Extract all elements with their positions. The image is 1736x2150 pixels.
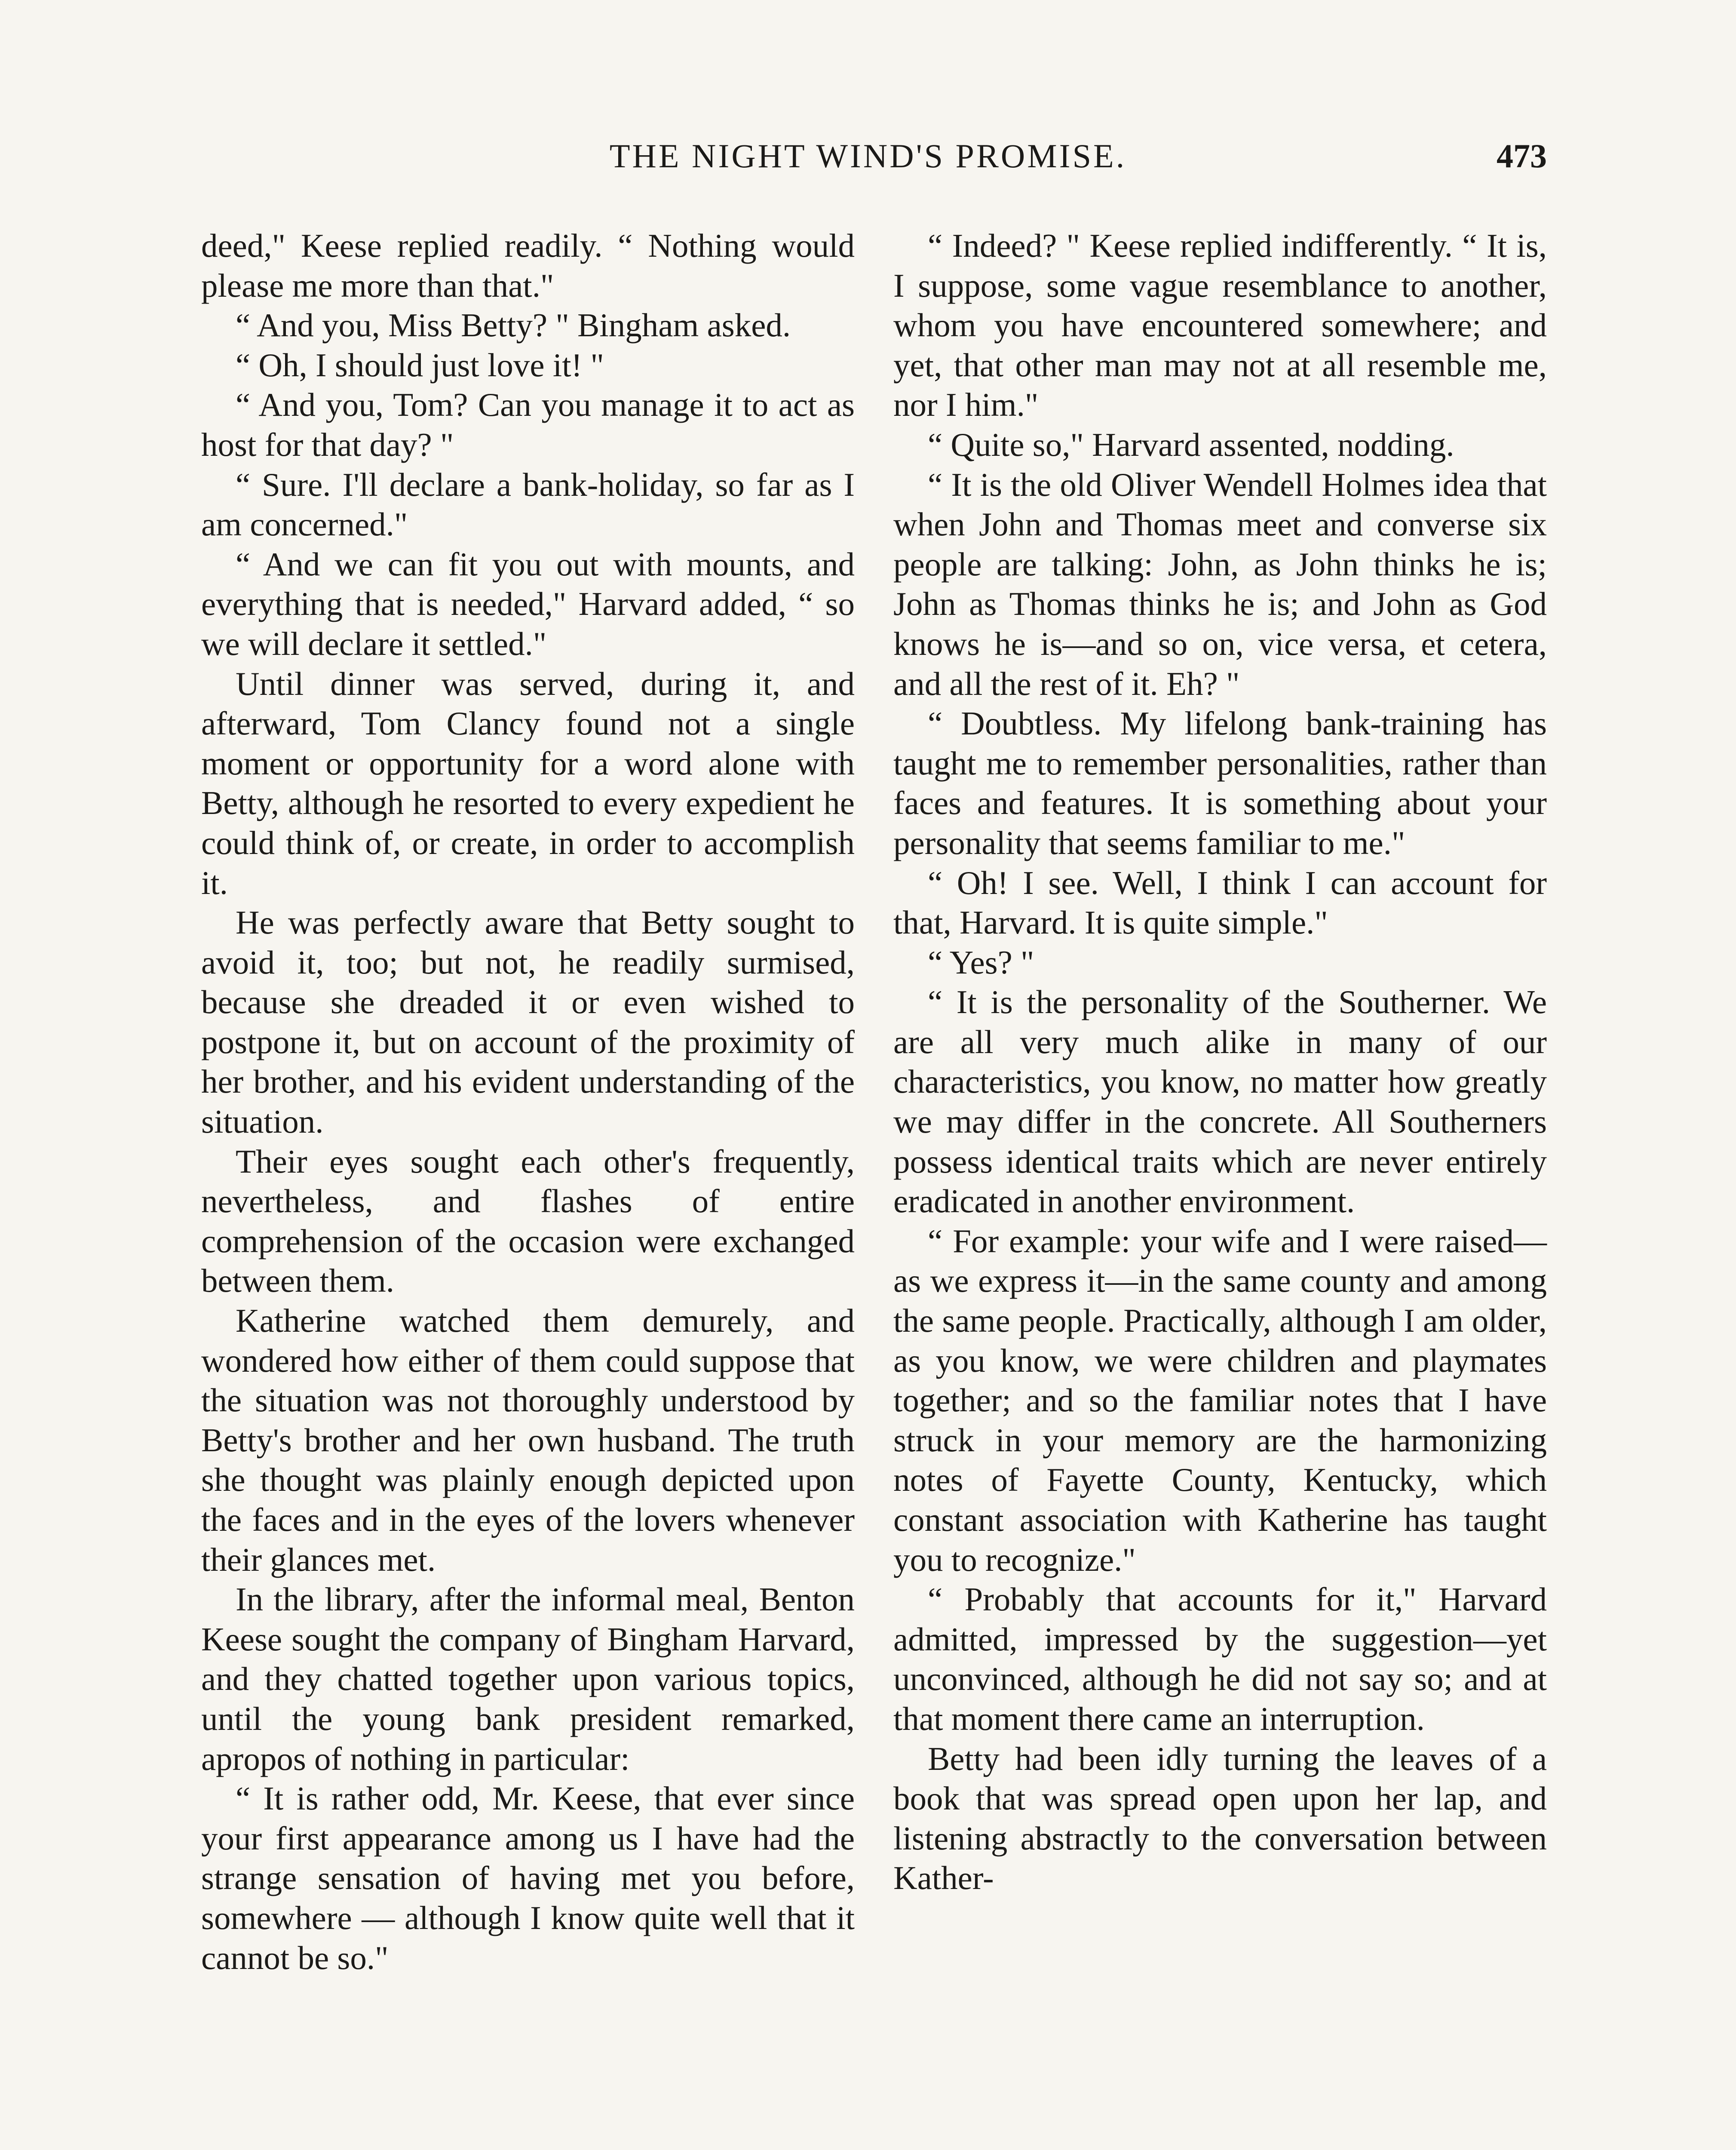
paragraph: “ It is rather odd, Mr. Keese, that ever since your first appearance among us I have had the strange sensation of having met you before, somewhere — although I know quite well that it cannot be so." <box>201 1780 855 1976</box>
paragraph: “ It is the old Oliver Wendell Holmes idea that when John and Thomas meet and converse six people are talking: John, as John thinks he is; John as Thomas thinks he is; and John as God knows he is—and so on, vice versa, et cetera, and all the rest of it. Eh? " <box>893 466 1547 702</box>
paragraph: Betty had been idly turning the leaves of a book that was spread open upon her lap, and listening abstractly to the conversation between Kather- <box>893 1740 1547 1897</box>
right-column <box>893 226 1547 1898</box>
page-header <box>0 137 1736 184</box>
paragraph: “ Oh! I see. Well, I think I can account for that, Harvard. It is quite simple." <box>893 864 1547 941</box>
paragraph: deed," Keese replied readily. “ Nothing would please me more than that." <box>201 227 855 304</box>
paragraph: “ And we can fit you out with mounts, and everything that is needed," Harvard added, “ so we will declare it settled." <box>201 545 855 662</box>
paragraph: “ And you, Miss Betty? " Bingham asked. <box>236 307 791 344</box>
left-column <box>201 226 855 1978</box>
paragraph: He was perfectly aware that Betty sought to avoid it, too; but not, he readily surmised, because she dreaded it or even wished to postpone it, but on account of the proximity of her brother, and his evident understanding of the situation. <box>201 904 855 1140</box>
paragraph: “ Oh, I should just love it! " <box>236 346 604 384</box>
paragraph: Katherine watched them demurely, and wondered how either of them could suppose that the situation was not thoroughly understood by Betty's brother and her own husband. The truth she thought was plainly enough depicted upon the faces and in the eyes of the lovers whenever their glances met. <box>201 1302 855 1578</box>
paragraph: “ And you, Tom? Can you manage it to act as host for that day? " <box>201 386 855 463</box>
paragraph: “ Doubtless. My lifelong bank-training has taught me to remember personalities, rather than faces and features. It is something about your personality that seems familiar to me." <box>893 705 1547 861</box>
paragraph: In the library, after the informal meal, Benton Keese sought the company of Bingham Harvard, and they chatted together upon various topics, until the young bank president remarked, apropos of nothing in particular: <box>201 1581 855 1777</box>
paragraph: “ Indeed? " Keese replied indifferently. “ It is, I suppose, some vague resemblance to another, whom you have encountered somewhere; and yet, that other man may not at all resemble me, nor I him." <box>893 227 1547 424</box>
paragraph: “ Sure. I'll declare a bank-holiday, so far as I am concerned." <box>201 466 855 543</box>
paragraph: “ Quite so," Harvard assented, nodding. <box>928 426 1454 463</box>
paragraph: “ It is the personality of the Southerner. We are all very much alike in many of our characteristics, you know, no matter how greatly we may differ in the concrete. All Southerners possess identical traits which are never entirely eradicated in another environment. <box>893 983 1547 1220</box>
paragraph: “ For example: your wife and I were raised—as we express it—in the same county and among the same people. Practically, although I am older, as you know, we were children and playmates together; and so the familiar notes that I have struck in your memory are the harmonizing notes of Fayette County, Kentucky, which constant association with Katherine has taught you to recognize." <box>893 1222 1547 1578</box>
running-title: THE NIGHT WIND'S PROMISE. <box>609 137 1127 175</box>
page-number: 473 <box>1497 137 1547 175</box>
paragraph: “ Yes? " <box>928 943 1034 981</box>
paragraph: Their eyes sought each other's frequently, nevertheless, and flashes of entire comprehension of the occasion were exchanged between them. <box>201 1143 855 1299</box>
paragraph: Until dinner was served, during it, and afterward, Tom Clancy found not a single moment or opportunity for a word alone with Betty, although he resorted to every expedient he could think of, or create, in order to accomplish it. <box>201 665 855 901</box>
paragraph: “ Probably that accounts for it," Harvard admitted, impressed by the suggestion—yet unconvinced, although he did not say so; and at that moment there came an interruption. <box>893 1581 1547 1737</box>
